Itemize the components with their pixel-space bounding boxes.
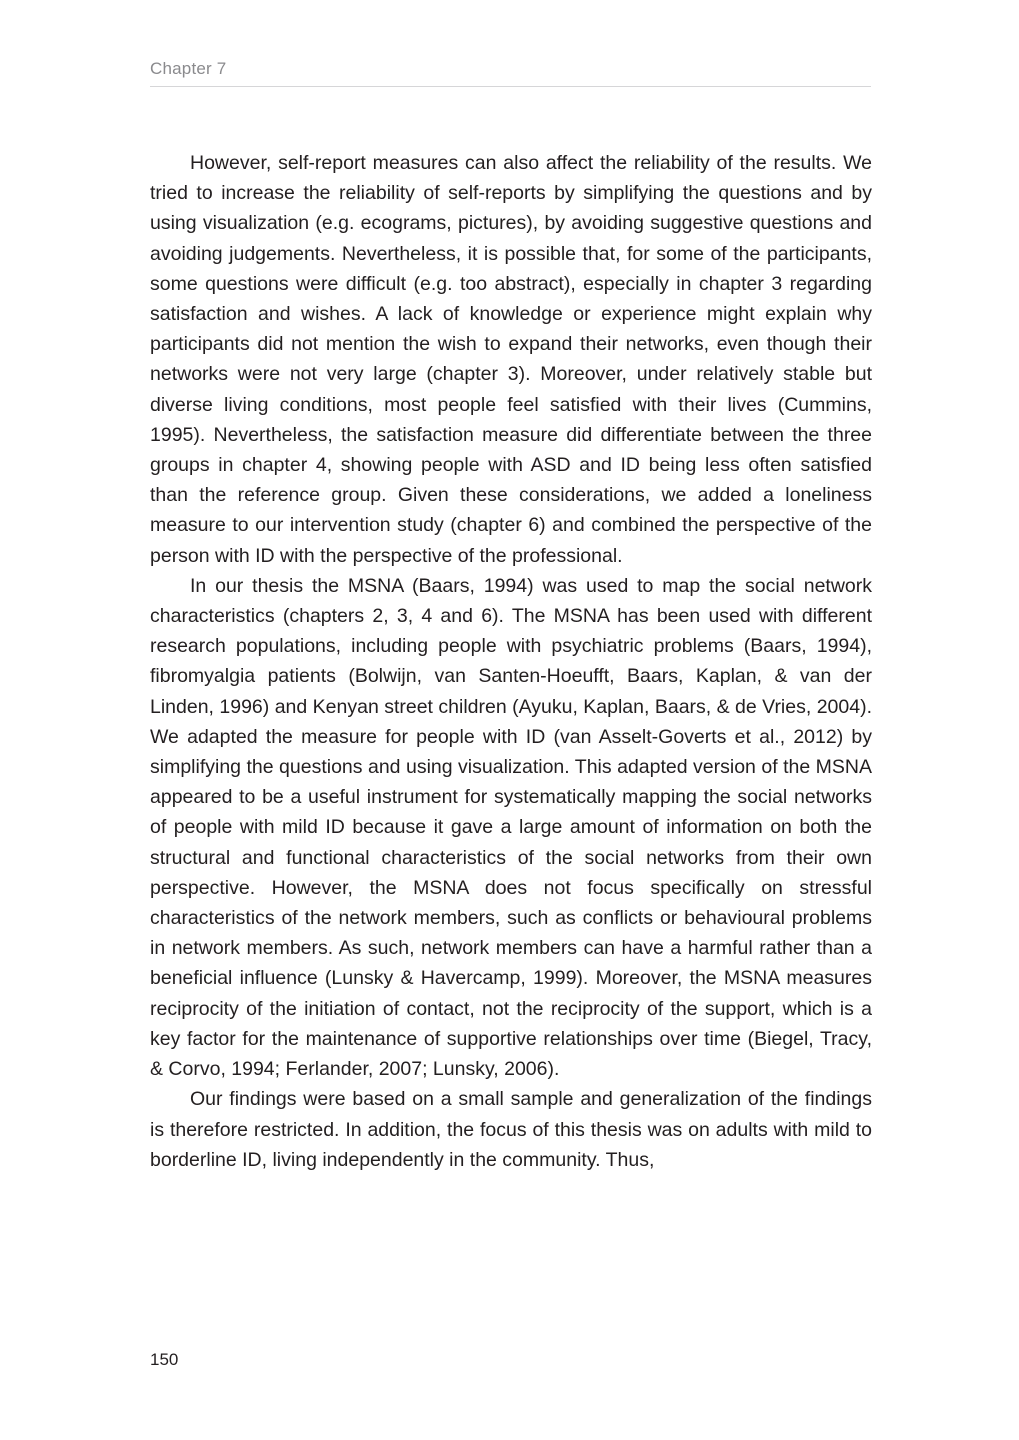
paragraph-2: In our thesis the MSNA (Baars, 1994) was used to map the social network characteristics (chapters 2, 3, 4 and 6). The MSNA has been used with different research populations, including people with psychiatric problems (Baars, 1994), fibromyalgia patients (Bolwijn, van Santen-Hoeufft, Baars, Kaplan, & van der Linden, 1996) and Kenyan street children (Ayuku, Kaplan, Baars, & de Vries, 2004). We adapted the measure for people with ID (van Asselt-Goverts et al., 2012) by simplifying the questions and using visualization. This adapted version of the MSNA appeared to be a useful instrument for systematically mapping the social networks of people with mild ID because it gave a large amount of information on both the structural and functional characteristics of the social networks from their own perspective. However, the MSNA does not focus specifically on stressful characteristics of the network members, such as conflicts or behavioural problems in network members. As such, network members can have a harmful rather than a beneficial influence (Lunsky & Havercamp, 1999). Moreover, the MSNA measures reciprocity of the initiation of contact, not the reciprocity of the support, which is a key factor for the maintenance of supportive relationships over time (Biegel, Tracy, & Corvo, 1994; Ferlander, 2007; Lunsky, 2006). [150,574,872,1081]
page-number: 150 [150,1350,179,1369]
body-text [150,148,872,1175]
paragraph-1: However, self-report measures can also affect the reliability of the results. We tried to increase the reliability of self-reports by simplifying the questions and by using visualization (e.g. ecograms, pictures), by avoiding suggestive questions and avoiding judgements. Nevertheless, it is possible that, for some of the participants, some questions were difficult (e.g. too abstract), especially in chapter 3 regarding satisfaction and wishes. A lack of knowledge or experience might explain why participants did not mention the wish to expand their networks, even though their networks were not very large (chapter 3). Moreover, under relatively stable but diverse living conditions, most people feel satisfied with their lives (Cummins, 1995). Nevertheless, the satisfaction measure did differentiate between the three groups in chapter 4, showing people with ASD and ID being less often satisfied than the reference group. Given these considerations, we added a loneliness measure to our intervention study (chapter 6) and combined the perspective of the person with ID with the perspective of the professional. [150,152,872,567]
header-divider [150,86,871,87]
paragraph-3: Our findings were based on a small sample and generalization of the findings is therefore restricted. In addition, the focus of this thesis was on adults with mild to borderline ID, living independently in the community. Thus, [150,1088,872,1171]
running-head: Chapter 7 [150,59,227,78]
